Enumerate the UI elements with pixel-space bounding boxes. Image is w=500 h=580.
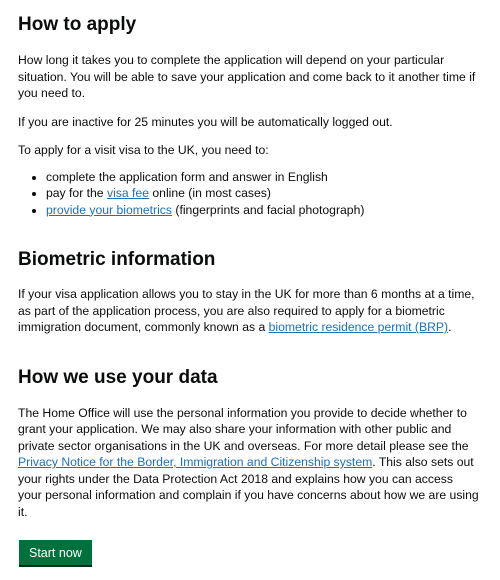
data-use-section [18,365,480,521]
data-use-text-end: . This also sets out your rights under the Data Protection Act 2018 and explains how you can access your personal information and complain if you have concerns about how we are using it. [18,455,479,519]
visa-fee-link[interactable]: visa fee [106,186,149,200]
biometric-section [18,247,480,336]
bullet-text: complete the application form and answer in English [46,169,328,184]
biometric-text: If your visa application allows you to stay in the UK for more than 6 months at a time, as part of the application process, you are also required to apply for a biometric immigration document, commonly known as a [18,287,475,334]
list-item [46,185,480,202]
start-now-button[interactable]: Start now [19,540,92,567]
brp-link[interactable]: biometric residence permit (BRP) [268,320,449,334]
privacy-notice-link[interactable]: Privacy Notice for the Border, Immigration and Citizenship system [18,455,373,469]
inactivity-paragraph: If you are inactive for 25 minutes you will be automatically logged out. [18,114,393,129]
data-use-heading: How we use your data [18,366,218,388]
data-use-text: The Home Office will use the personal information you provide to decide whether to grant your application. We may also share your information with other public and private sector organisations in the UK and overseas. For more detail please see the [18,405,469,453]
list-item [46,169,480,186]
bullet-text: pay for the [46,186,107,200]
biometric-text-end: . [448,320,452,334]
provide-biometrics-link[interactable]: provide your biometrics [46,202,172,217]
bullet-text: online (in most cases) [149,186,271,200]
requirements-intro: To apply for a visit visa to the UK, you need to: [18,143,269,157]
how-to-apply-heading: How to apply [18,14,137,35]
requirements-list [18,169,480,219]
application-time-paragraph: How long it takes you to complete the application will depend on your particular situation. You will be able to save your application and come back to it another time if you need to. [18,53,476,100]
data-use-paragraph [18,405,480,521]
biometric-heading: Biometric information [18,249,216,270]
list-item [46,202,480,219]
biometric-paragraph [18,286,480,336]
bullet-text: (fingerprints and facial photograph) [172,202,365,217]
how-to-apply-section [18,12,480,218]
